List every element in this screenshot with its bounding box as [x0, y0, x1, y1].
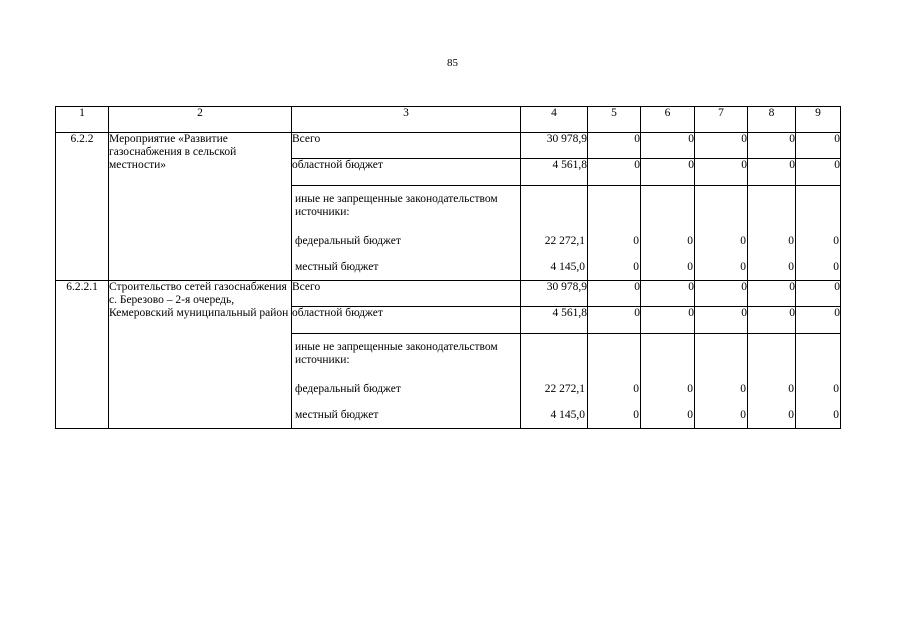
value-cell: 0	[641, 307, 695, 334]
value-zero: 0	[833, 235, 839, 247]
value-cell	[748, 186, 796, 281]
value-zero: 0	[687, 383, 693, 395]
other-sources-label: иные не запрещенные законодательством источники:	[295, 193, 498, 218]
value-cell: 0	[588, 281, 641, 307]
amount-cell: 30 978,9	[521, 281, 588, 307]
value-zero: 0	[833, 383, 839, 395]
header-cell-8: 8	[748, 107, 796, 133]
section-code: 6.2.2.1	[56, 281, 109, 429]
value-zero: 0	[788, 383, 794, 395]
value-zero: 0	[687, 261, 693, 273]
header-cell-5: 5	[588, 107, 641, 133]
header-cell-7: 7	[695, 107, 748, 133]
value-cell: 0	[695, 281, 748, 307]
header-cell-6: 6	[641, 107, 695, 133]
amount-value: 22 272,1	[544, 235, 585, 247]
value-zero: 0	[687, 409, 693, 421]
value-cell	[796, 334, 841, 429]
amount-value: 22 272,1	[544, 383, 585, 395]
value-cell	[641, 334, 695, 429]
value-zero: 0	[740, 235, 746, 247]
header-cell-2: 2	[109, 107, 292, 133]
value-cell	[641, 186, 695, 281]
source-label: областной бюджет	[292, 159, 521, 186]
value-zero: 0	[788, 235, 794, 247]
amount-value: 4 145,0	[550, 261, 585, 273]
amount-cell	[521, 186, 588, 281]
source-label: федеральный бюджет	[295, 235, 401, 247]
value-zero: 0	[633, 383, 639, 395]
value-cell	[588, 334, 641, 429]
value-cell: 0	[695, 133, 748, 159]
page-number: 85	[447, 57, 458, 69]
section-code: 6.2.2	[56, 133, 109, 281]
source-label: Всего	[292, 133, 521, 159]
header-cell-3: 3	[292, 107, 521, 133]
section-name: Строительство сетей газоснабжения с. Березово – 2-я очередь, Кемеровский муниципальный район	[109, 281, 292, 429]
source-label: федеральный бюджет	[295, 383, 401, 395]
value-cell: 0	[641, 281, 695, 307]
value-zero: 0	[788, 409, 794, 421]
source-label: областной бюджет	[292, 307, 521, 334]
value-cell: 0	[748, 133, 796, 159]
header-cell-9: 9	[796, 107, 841, 133]
value-zero: 0	[788, 261, 794, 273]
amount-cell: 4 561,8	[521, 159, 588, 186]
source-label: местный бюджет	[295, 261, 379, 273]
value-zero: 0	[633, 235, 639, 247]
value-cell: 0	[748, 307, 796, 334]
value-cell: 0	[796, 133, 841, 159]
table-row	[56, 281, 841, 307]
value-zero: 0	[833, 261, 839, 273]
value-cell	[588, 186, 641, 281]
value-cell: 0	[796, 281, 841, 307]
value-cell	[695, 334, 748, 429]
value-zero: 0	[740, 383, 746, 395]
value-cell: 0	[748, 159, 796, 186]
value-cell: 0	[588, 159, 641, 186]
source-label: Всего	[292, 281, 521, 307]
value-cell: 0	[796, 307, 841, 334]
value-zero: 0	[740, 261, 746, 273]
amount-cell: 4 561,8	[521, 307, 588, 334]
table-row	[56, 133, 841, 159]
header-cell-4: 4	[521, 107, 588, 133]
other-sources-cell	[292, 186, 521, 281]
value-cell: 0	[641, 133, 695, 159]
other-sources-cell	[292, 334, 521, 429]
header-row	[56, 107, 841, 133]
section-name: Мероприятие «Развитие газоснабжения в сельской местности»	[109, 133, 292, 281]
value-cell	[748, 334, 796, 429]
value-zero: 0	[833, 409, 839, 421]
value-cell	[796, 186, 841, 281]
value-cell: 0	[588, 307, 641, 334]
amount-cell	[521, 334, 588, 429]
value-cell: 0	[695, 159, 748, 186]
value-zero: 0	[633, 409, 639, 421]
value-zero: 0	[687, 235, 693, 247]
value-cell: 0	[695, 307, 748, 334]
amount-value: 4 145,0	[550, 409, 585, 421]
header-cell-1: 1	[56, 107, 109, 133]
value-zero: 0	[740, 409, 746, 421]
amount-cell: 30 978,9	[521, 133, 588, 159]
value-cell: 0	[588, 133, 641, 159]
value-cell: 0	[796, 159, 841, 186]
value-cell	[695, 186, 748, 281]
value-cell: 0	[641, 159, 695, 186]
other-sources-label: иные не запрещенные законодательством источники:	[295, 341, 498, 366]
source-label: местный бюджет	[295, 409, 379, 421]
budget-table	[55, 106, 841, 429]
value-zero: 0	[633, 261, 639, 273]
value-cell: 0	[748, 281, 796, 307]
